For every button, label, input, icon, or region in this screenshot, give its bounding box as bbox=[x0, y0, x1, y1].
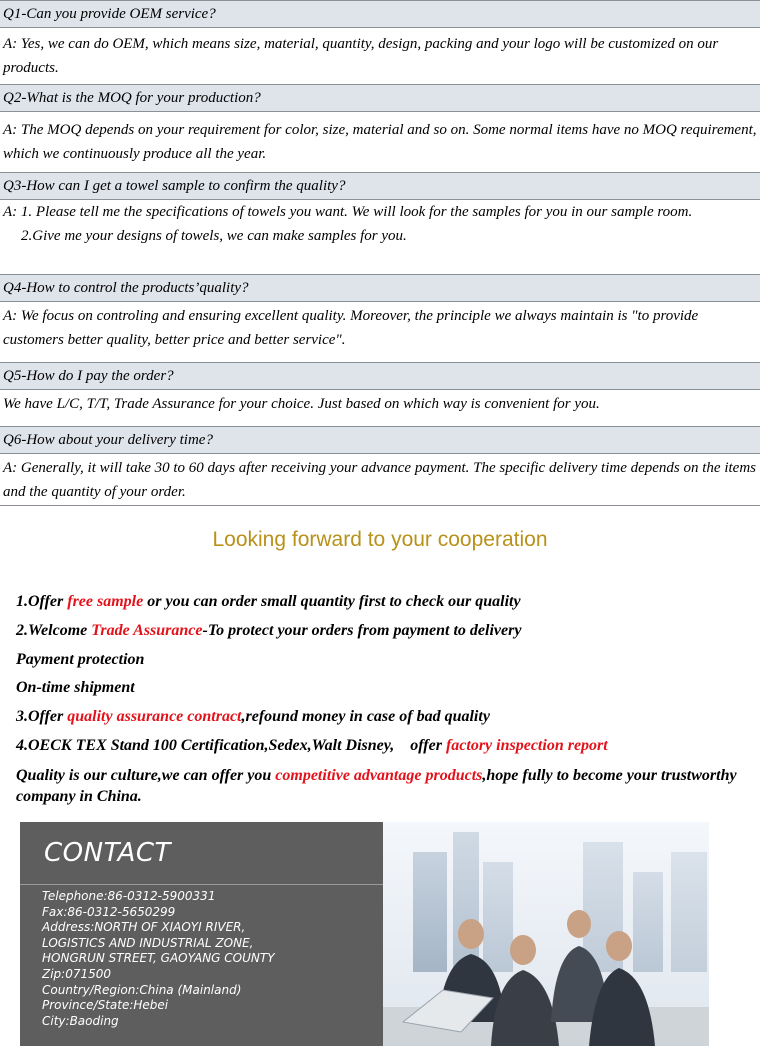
highlight: quality assurance contract bbox=[67, 708, 242, 726]
promise-list bbox=[16, 588, 756, 807]
contact-info bbox=[42, 889, 382, 1029]
contact-fax: Fax:86-0312-5650299 bbox=[42, 904, 176, 919]
contact-city: City:Baoding bbox=[42, 1013, 119, 1028]
faq-answer-text: A: Generally, it will take 30 to 60 days after receiving your advance payment. The specific delivery time depends on the items and the quantity of your order. bbox=[3, 460, 756, 500]
contact-province: Province/State:Hebei bbox=[42, 998, 169, 1013]
business-team-photo bbox=[383, 822, 709, 1046]
promise-item: On-time shipment bbox=[16, 679, 135, 697]
promise-item: 3.Offer quality assurance contract,refound money in case of bad quality bbox=[16, 708, 490, 726]
faq-answer bbox=[0, 390, 760, 426]
faq-question: Q1-Can you provide OEM service? bbox=[0, 0, 760, 28]
contact-address: LOGISTICS AND INDUSTRIAL ZONE, bbox=[42, 935, 254, 950]
faq-question: Q2-What is the MOQ for your production? bbox=[0, 84, 760, 112]
contact-telephone: Telephone:86-0312-5900331 bbox=[42, 889, 216, 903]
faq-answer bbox=[0, 454, 760, 506]
highlight: competitive advantage products bbox=[275, 766, 483, 784]
contact-address: Address:NORTH OF XIAOYI RIVER, bbox=[42, 920, 246, 935]
cooperation-heading: Looking forward to your cooperation bbox=[212, 528, 548, 551]
faq-answer-text: A: Yes, we can do OEM, which means size, material, quantity, design, packing and your logo will be customized on our products. bbox=[3, 36, 719, 76]
highlight: Trade Assurance bbox=[91, 621, 203, 639]
highlight: factory inspection report bbox=[445, 736, 608, 754]
faq-answer bbox=[0, 302, 760, 362]
contact-address: HONGRUN STREET, GAOYANG COUNTY bbox=[42, 951, 275, 966]
faq-question: Q3-How can I get a towel sample to confirm the quality? bbox=[0, 172, 760, 200]
faq-answer-text: A: 1. Please tell me the specifications of towels you want. We will look for the samples for you in our sample room. bbox=[3, 204, 693, 220]
faq-answer bbox=[0, 28, 760, 84]
faq-table bbox=[0, 0, 760, 506]
contact-panel bbox=[20, 822, 383, 1046]
faq-answer-text: We have L/C, T/T, Trade Assurance for your choice. Just based on which way is convenient for you. bbox=[3, 396, 600, 412]
faq-answer-text: A: We focus on controling and ensuring excellent quality. Moreover, the principle we always maintain is "to provide customers better quality, better price and better service". bbox=[3, 308, 699, 348]
promise-item: Quality is our culture,we can offer you competitive advantage products,hope fully to become your trustworthy company in China. bbox=[16, 766, 737, 805]
contact-country: Country/Region:China (Mainland) bbox=[42, 982, 242, 997]
divider bbox=[20, 884, 383, 885]
faq-answer-text: A: The MOQ depends on your requirement for color, size, material and so on. Some normal items have no MOQ requirement, which we continuously produce all the year. bbox=[3, 122, 757, 162]
faq-answer-text: 2.Give me your designs of towels, we can make samples for you. bbox=[21, 228, 407, 244]
faq-answer bbox=[0, 200, 760, 274]
promise-item: 2.Welcome Trade Assurance-To protect your orders from payment to delivery bbox=[16, 621, 522, 639]
faq-question: Q4-How to control the products’quality? bbox=[0, 274, 760, 302]
contact-zip: Zip:071500 bbox=[42, 966, 112, 981]
faq-question: Q5-How do I pay the order? bbox=[0, 362, 760, 390]
faq-answer bbox=[0, 112, 760, 172]
contact-title: CONTACT bbox=[44, 838, 171, 868]
highlight: free sample bbox=[67, 593, 144, 610]
promise-item: 4.OECK TEX Stand 100 Certification,Sedex,Walt Disney, offer factory inspection report bbox=[16, 736, 608, 754]
promise-item: 1.Offer free sample or you can order small quantity first to check our quality bbox=[16, 593, 521, 610]
faq-question: Q6-How about your delivery time? bbox=[0, 426, 760, 454]
promise-item: Payment protection bbox=[16, 650, 145, 668]
